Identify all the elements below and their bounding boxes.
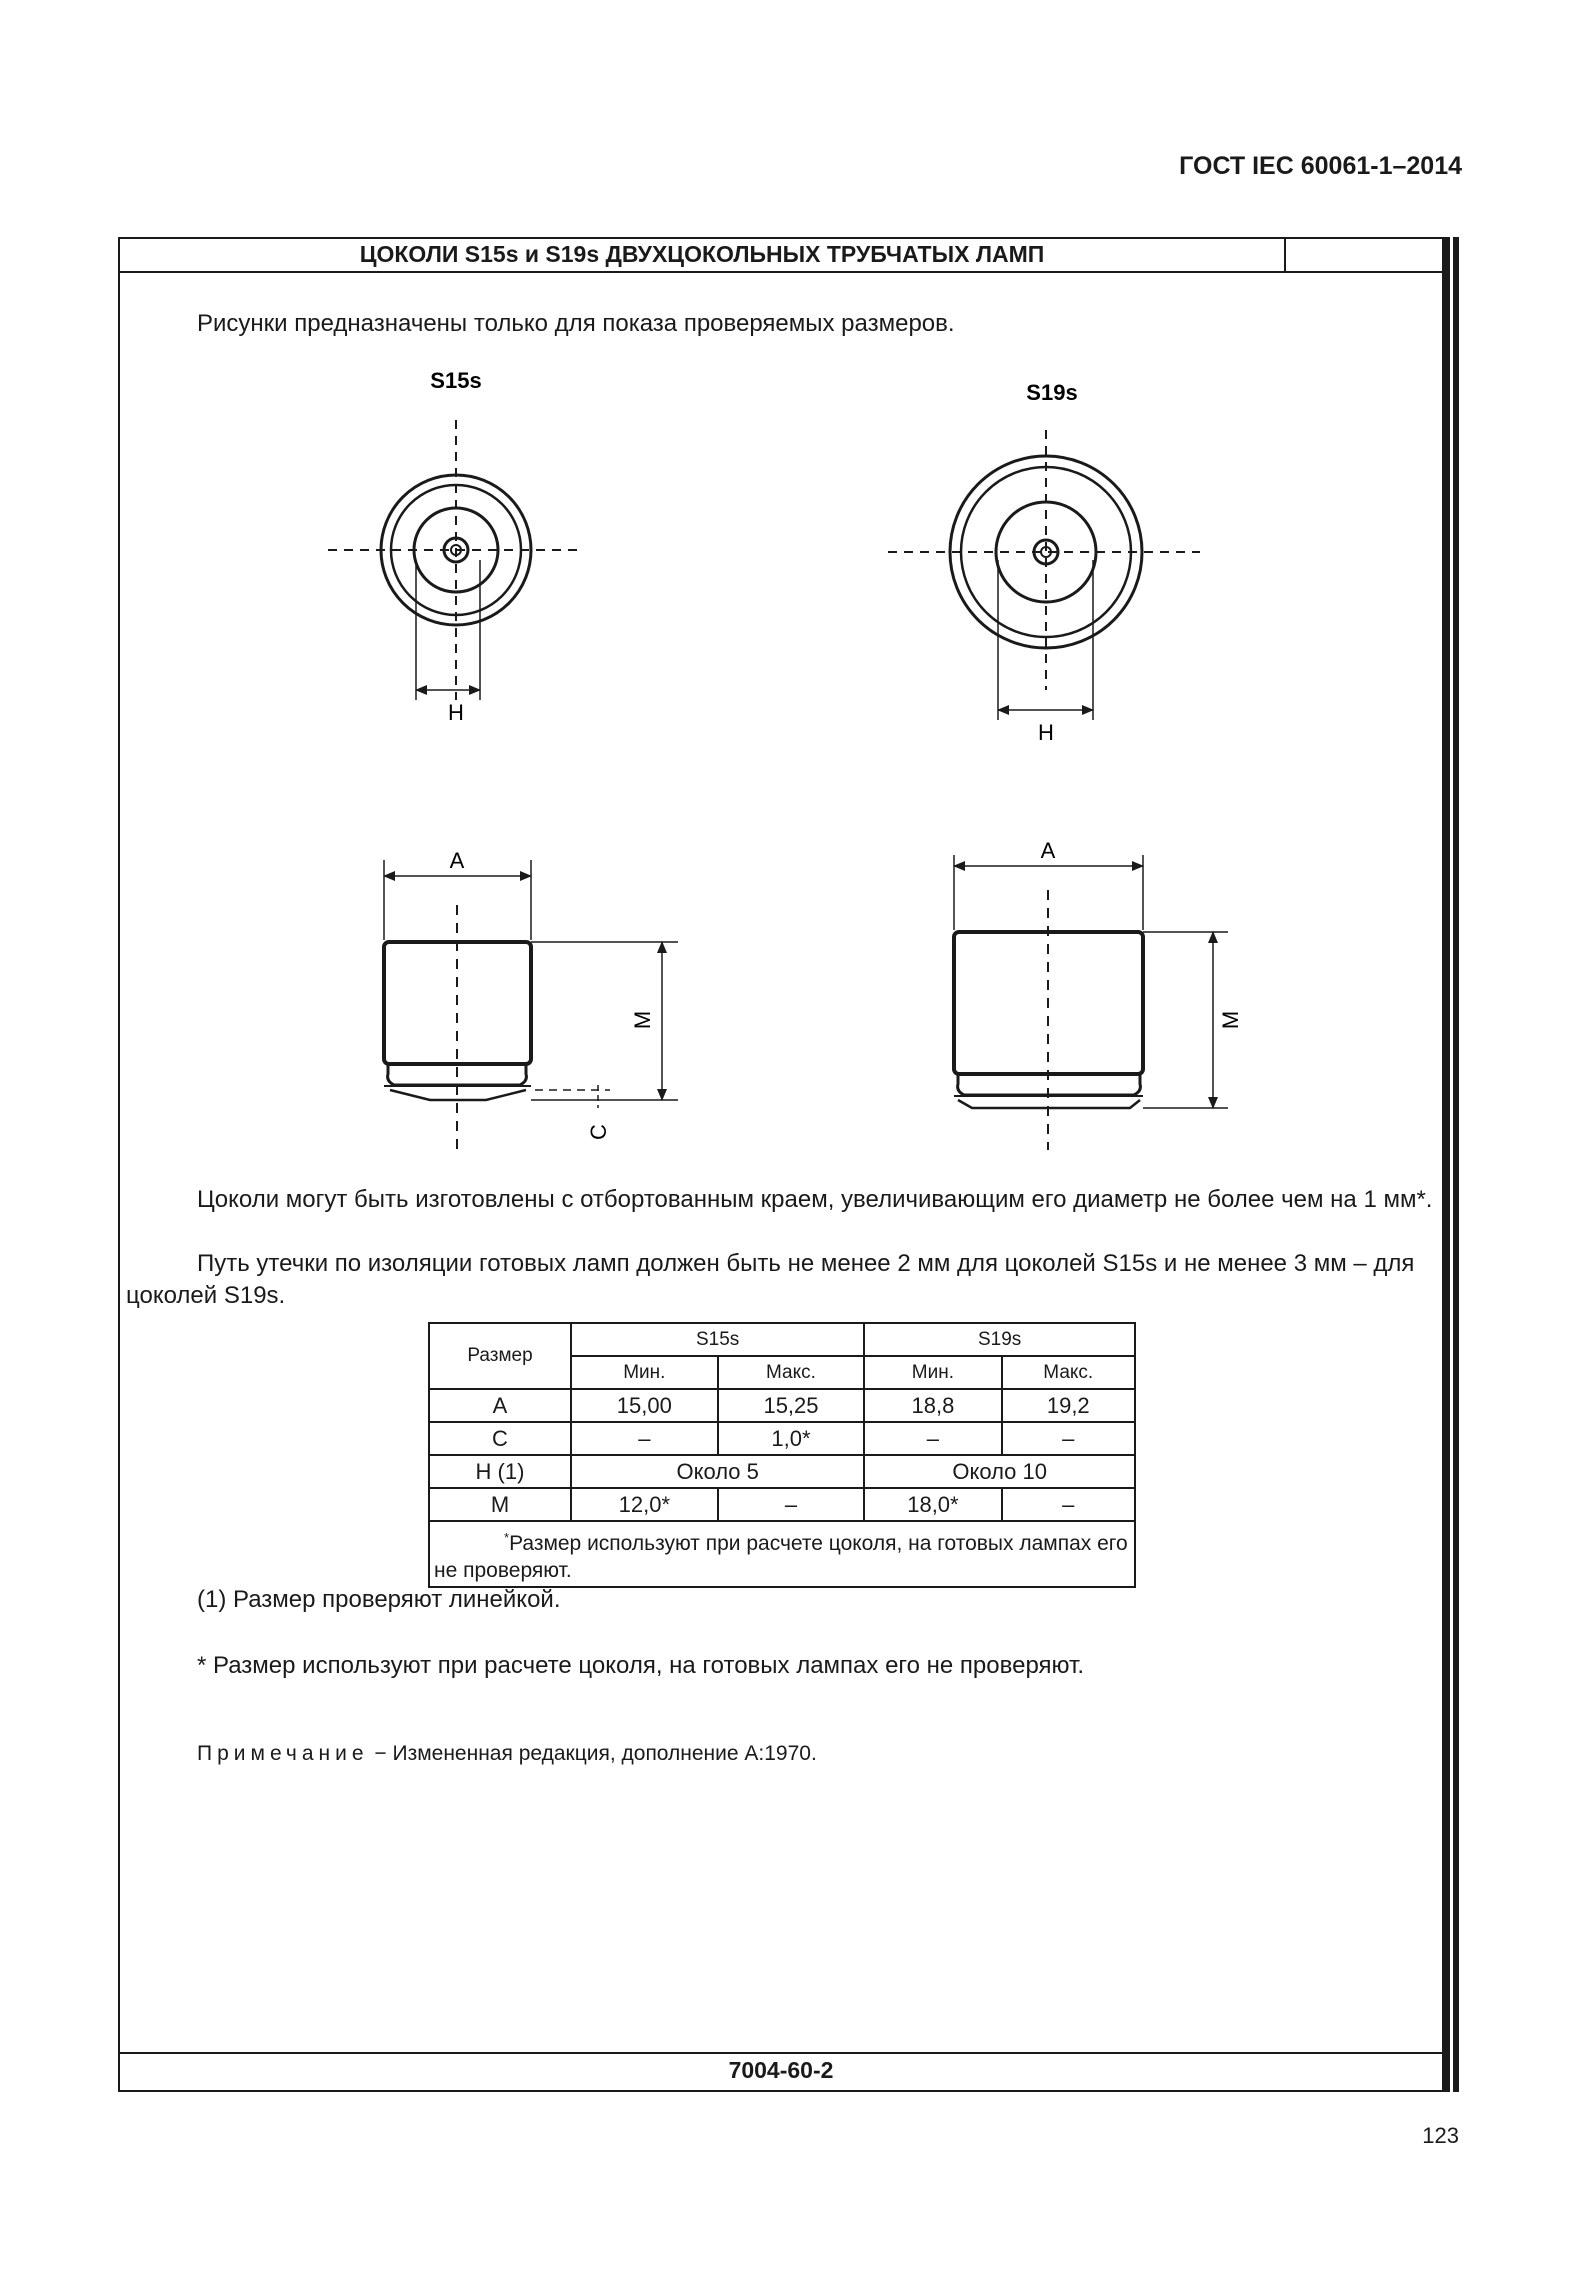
s19s-h-label: H — [1038, 720, 1054, 745]
row-name: A — [429, 1389, 571, 1422]
header-s15s: S15s — [571, 1323, 864, 1356]
s19s-a-label: A — [1040, 838, 1056, 863]
s15s-h-label: H — [448, 700, 464, 725]
s15s-side-view — [384, 860, 678, 1150]
cell: Около 5 — [571, 1455, 864, 1488]
cell: – — [864, 1422, 1001, 1455]
header-s19s-min: Мин. — [864, 1356, 1001, 1389]
s15s-a-label: A — [449, 848, 465, 873]
s19s-top-view — [888, 430, 1200, 720]
document-id: ГОСТ IEC 60061-1–2014 — [1179, 152, 1462, 180]
table-footnote-row — [429, 1521, 1135, 1587]
note-amendment — [197, 1738, 817, 1770]
s15s-top-view — [328, 420, 578, 700]
cell: 19,2 — [1002, 1389, 1135, 1422]
page-number: 123 — [1422, 2123, 1459, 2148]
table-row — [429, 1455, 1135, 1488]
cell: 15,25 — [718, 1389, 865, 1422]
table-footnote — [429, 1521, 1135, 1587]
fig-title-s19s: S19s — [1026, 380, 1078, 405]
cell: 12,0* — [571, 1488, 718, 1521]
cell: – — [1002, 1422, 1135, 1455]
header-size: Размер — [429, 1323, 571, 1389]
dimensions-table — [428, 1322, 1136, 1588]
note-asterisk: * Размер используют при расчете цоколя, на готовых лампах его не проверяют. — [197, 1652, 1084, 1679]
row-name: M — [429, 1488, 571, 1521]
sheet-code: 7004-60-2 — [728, 2057, 834, 2083]
cell: 1,0* — [718, 1422, 865, 1455]
cell: – — [571, 1422, 718, 1455]
fig-title-s15s: S15s — [430, 368, 482, 393]
note-ruler: (1) Размер проверяют линейкой. — [197, 1586, 561, 1613]
footnote-mark: * — [504, 1530, 510, 1545]
note-label: Примечание — [197, 1742, 369, 1765]
s19s-m-label: M — [1218, 1010, 1243, 1030]
cell: 18,8 — [864, 1389, 1001, 1422]
footer-divider — [118, 2052, 1444, 2054]
cell: 18,0* — [864, 1488, 1001, 1521]
header-s19s: S19s — [864, 1323, 1135, 1356]
row-name: H (1) — [429, 1455, 571, 1488]
s15s-c-label: C — [586, 1124, 611, 1140]
cell: – — [718, 1488, 865, 1521]
table-row — [429, 1389, 1135, 1422]
cell: Около 10 — [864, 1455, 1135, 1488]
intro-text: Рисунки предназначены только для показа проверяемых размеров. — [197, 310, 955, 337]
cell: – — [1002, 1488, 1135, 1521]
cell: 15,00 — [571, 1389, 718, 1422]
s19s-side-view — [954, 855, 1228, 1150]
row-name: C — [429, 1422, 571, 1455]
footnote-text: Размер используют при расчете цоколя, на готовых лампах его не проверяют. — [434, 1532, 1128, 1582]
header-s15s-max: Макс. — [718, 1356, 865, 1389]
header-s15s-min: Мин. — [571, 1356, 718, 1389]
paragraph-flange: Цоколи могут быть изготовлены с отбортованным краем, увеличивающим его диаметр не более чем на 1 мм*. — [197, 1186, 1433, 1213]
paragraph-leakage: Путь утечки по изоляции готовых ламп должен быть не менее 2 мм для цоколей S15s и не менее 3 мм – для цоколей S19s. — [126, 1250, 1415, 1309]
note-text: − Измененная редакция, дополнение А:1970. — [368, 1742, 817, 1765]
header-s19s-max: Макс. — [1002, 1356, 1135, 1389]
sheet-title: ЦОКОЛИ S15s и S19s ДВУХЦОКОЛЬНЫХ ТРУБЧАТЫХ ЛАМП — [359, 241, 1045, 267]
s15s-m-label: M — [630, 1010, 655, 1030]
table-row — [429, 1488, 1135, 1521]
table-row — [429, 1422, 1135, 1455]
